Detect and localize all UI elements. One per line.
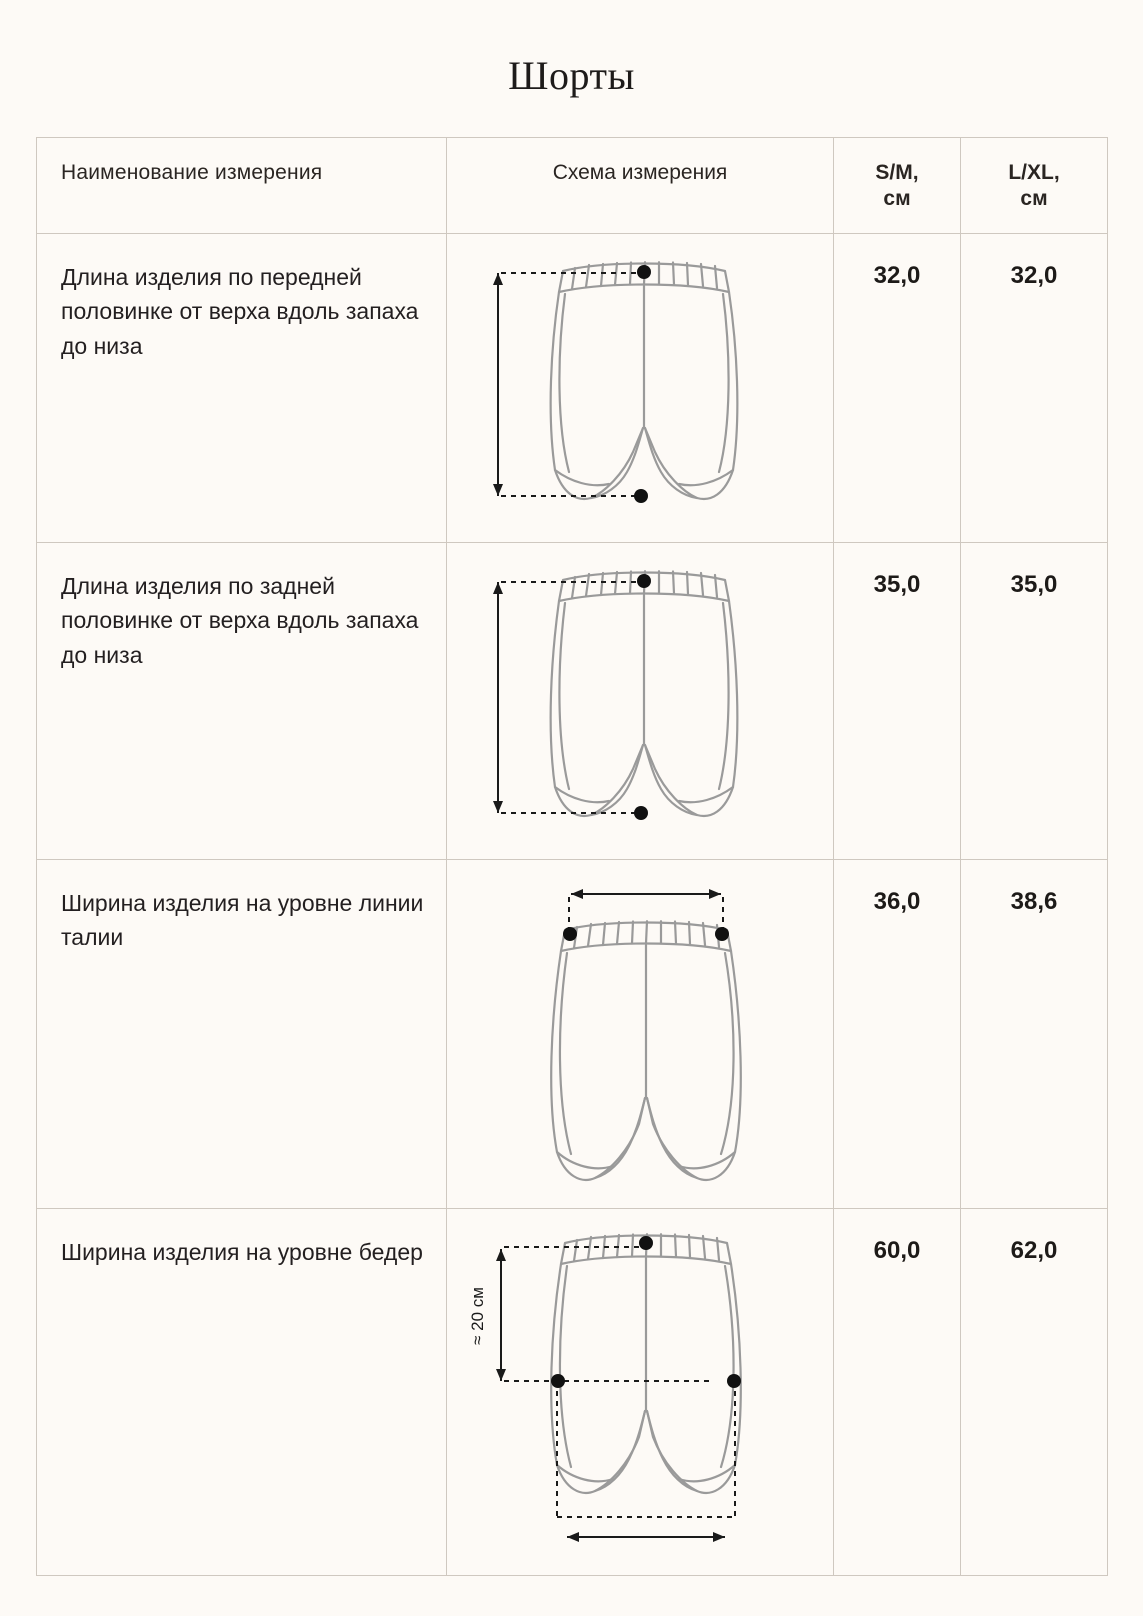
table-row [37, 1208, 1108, 1575]
table-row [37, 233, 1108, 542]
column-header-size-lxl-line2: см [1020, 187, 1048, 211]
value-sm: 32,0 [834, 233, 961, 542]
column-header-size-lxl [961, 138, 1108, 234]
size-table [36, 137, 1108, 1576]
value-lxl: 62,0 [961, 1208, 1108, 1575]
measurement-name: Ширина изделия на уровне линии талии [37, 859, 447, 1208]
value-lxl: 38,6 [961, 859, 1108, 1208]
column-header-size-sm-line2: см [883, 187, 911, 211]
shorts-front-length-diagram [453, 246, 833, 528]
value-sm: 36,0 [834, 859, 961, 1208]
shorts-hip-width-diagram [453, 1221, 833, 1561]
shorts-back-length-diagram [453, 555, 833, 845]
measurement-scheme-cell [447, 1208, 834, 1575]
value-sm: 60,0 [834, 1208, 961, 1575]
value-lxl: 35,0 [961, 542, 1108, 859]
measurement-name: Длина изделия по передней половинке от верха вдоль запаха до низа [37, 233, 447, 542]
column-header-scheme: Схема измерения [447, 138, 834, 234]
measurement-name: Длина изделия по задней половинке от верха вдоль запаха до низа [37, 542, 447, 859]
measurement-scheme-cell [447, 859, 834, 1208]
measurement-scheme-cell [447, 233, 834, 542]
table-header [37, 138, 1108, 234]
column-header-size-sm [834, 138, 961, 234]
table-row [37, 859, 1108, 1208]
shorts-waist-width-diagram [453, 872, 833, 1194]
table-body [37, 233, 1108, 1575]
column-header-measurement-name: Наименование измерения [37, 138, 447, 234]
value-sm: 35,0 [834, 542, 961, 859]
column-header-size-sm-line1: S/M, [875, 161, 919, 184]
table-header-row [37, 138, 1108, 234]
value-lxl: 32,0 [961, 233, 1108, 542]
hip-offset-annotation: ≈ 20 см [468, 1286, 487, 1345]
measurement-scheme-cell [447, 542, 834, 859]
column-header-size-lxl-line1: L/XL, [1008, 161, 1060, 184]
page-title: Шорты [508, 53, 635, 98]
measurement-name: Ширина изделия на уровне бедер [37, 1208, 447, 1575]
table-row [37, 542, 1108, 859]
